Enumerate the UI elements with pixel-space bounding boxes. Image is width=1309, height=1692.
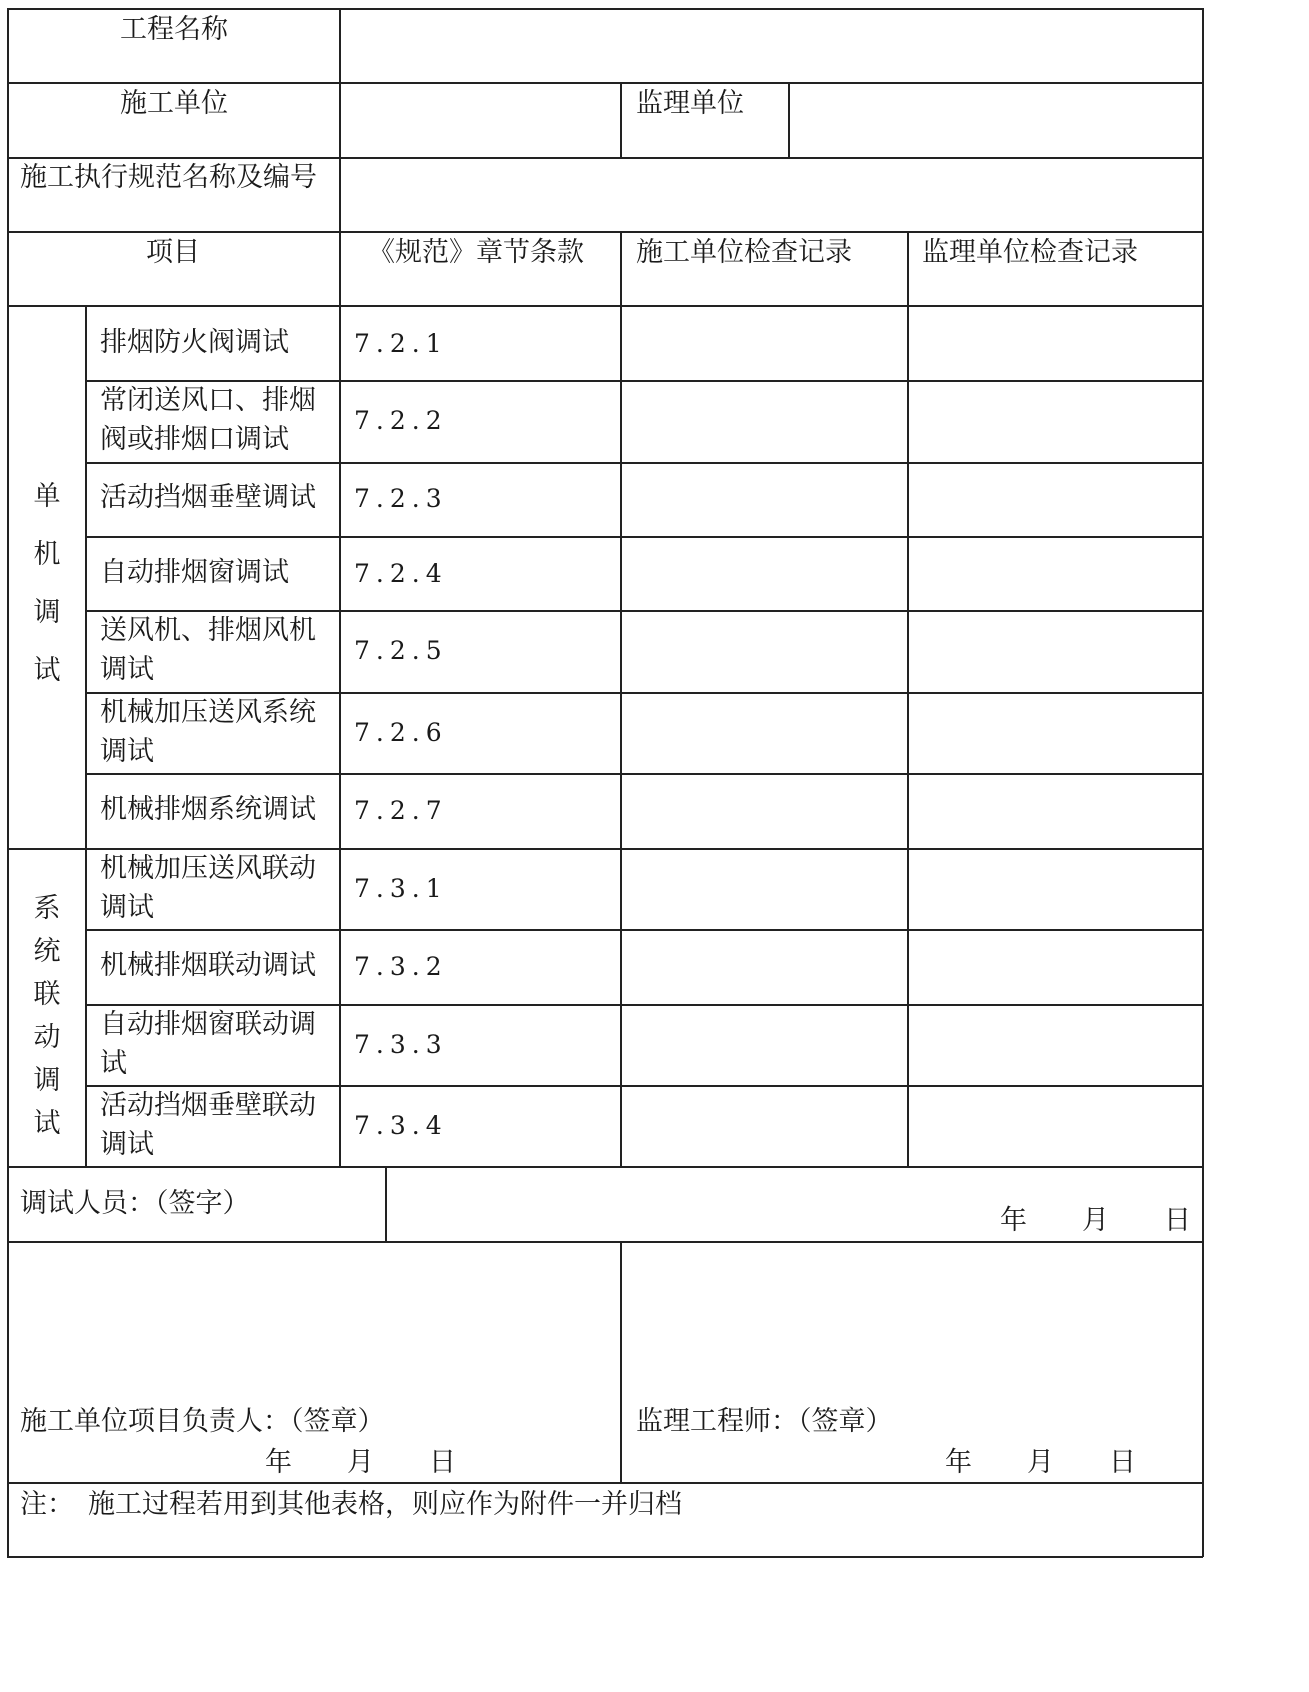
divider <box>7 848 1203 850</box>
divider <box>85 692 1203 694</box>
divider <box>85 305 87 1167</box>
note-text: 施工过程若用到其他表格，则应作为附件一并归档 <box>88 1489 682 1520</box>
divider <box>620 231 622 1167</box>
row-clause: 7.2.3 <box>354 484 448 513</box>
divider <box>7 1482 1203 1484</box>
construction-leader-label: 施工单位项目负责人：（签章） <box>20 1406 385 1437</box>
row-item: 机械排烟系统调试 <box>100 794 316 825</box>
divider <box>620 1241 622 1483</box>
row-item: 常闭送风口、排烟 <box>100 385 316 416</box>
row-clause: 7.2.7 <box>354 796 448 825</box>
row-item: 自动排烟窗调试 <box>100 557 289 588</box>
construction-sign-year: 年 <box>265 1447 292 1478</box>
debug-staff-label: 调试人员：（签字） <box>20 1188 250 1219</box>
supervision-unit-label: 监理单位 <box>636 88 744 119</box>
row-clause: 7.3.4 <box>354 1111 448 1140</box>
column-clause: 《规范》章节条款 <box>368 237 584 268</box>
row-item-line2: 阀或排烟口调试 <box>100 424 289 455</box>
supervision-engineer-label: 监理工程师：（签章） <box>636 1406 893 1437</box>
row-item-line2: 调试 <box>100 892 154 923</box>
note-prefix: 注： <box>20 1489 74 1520</box>
column-supervision-record: 监理单位检查记录 <box>922 237 1138 268</box>
divider <box>85 380 1203 382</box>
divider <box>85 610 1203 612</box>
construction-sign-day: 日 <box>429 1447 456 1478</box>
construction-unit-label: 施工单位 <box>120 88 228 119</box>
debug-month: 月 <box>1082 1205 1109 1236</box>
row-item-line2: 调试 <box>100 654 154 685</box>
project-name-label: 工程名称 <box>120 14 228 45</box>
debug-year: 年 <box>1000 1205 1027 1236</box>
row-clause: 7.2.6 <box>354 718 448 747</box>
border-top <box>7 8 1203 10</box>
divider <box>339 8 341 1167</box>
divider <box>7 1241 1203 1243</box>
divider <box>7 157 1203 159</box>
divider <box>85 536 1203 538</box>
row-clause: 7.2.4 <box>354 559 448 588</box>
row-clause: 7.2.2 <box>354 406 448 435</box>
group-label-linkage: 系 统 联 动 调 试 <box>33 893 61 1139</box>
row-item: 机械排烟联动调试 <box>100 950 316 981</box>
row-clause: 7.3.2 <box>354 952 448 981</box>
border-bottom <box>7 1556 1203 1558</box>
divider <box>907 231 909 1167</box>
divider <box>85 1085 1203 1087</box>
border-left <box>7 8 9 1557</box>
divider <box>85 929 1203 931</box>
row-item-line2: 调试 <box>100 1129 154 1160</box>
column-construction-record: 施工单位检查记录 <box>636 237 852 268</box>
divider <box>85 462 1203 464</box>
row-item: 送风机、排烟风机 <box>100 615 316 646</box>
divider <box>85 1004 1203 1006</box>
divider <box>7 1166 1203 1168</box>
debug-day: 日 <box>1164 1205 1191 1236</box>
divider <box>7 305 1203 307</box>
row-item: 机械加压送风联动 <box>100 853 316 884</box>
column-item: 项目 <box>146 237 200 268</box>
row-item: 自动排烟窗联动调 <box>100 1009 316 1040</box>
divider <box>620 82 622 158</box>
row-clause: 7.2.5 <box>354 636 448 665</box>
supervision-sign-month: 月 <box>1027 1447 1054 1478</box>
border-right <box>1202 8 1204 1557</box>
divider <box>85 773 1203 775</box>
divider <box>788 82 790 158</box>
row-item-line2: 试 <box>100 1048 127 1079</box>
divider <box>7 82 1203 84</box>
row-item-line2: 调试 <box>100 736 154 767</box>
row-item: 排烟防火阀调试 <box>100 327 289 358</box>
row-clause: 7.3.3 <box>354 1030 448 1059</box>
row-item: 活动挡烟垂壁调试 <box>100 482 316 513</box>
spec-label: 施工执行规范名称及编号 <box>20 162 317 193</box>
divider <box>7 231 1203 233</box>
row-clause: 7.3.1 <box>354 874 448 903</box>
supervision-sign-day: 日 <box>1109 1447 1136 1478</box>
divider <box>385 1166 387 1242</box>
construction-sign-month: 月 <box>347 1447 374 1478</box>
supervision-sign-year: 年 <box>945 1447 972 1478</box>
row-item: 机械加压送风系统 <box>100 697 316 728</box>
row-item: 活动挡烟垂壁联动 <box>100 1090 316 1121</box>
row-clause: 7.2.1 <box>354 329 448 358</box>
group-label-single-machine: 单 机 调 试 <box>33 481 61 686</box>
